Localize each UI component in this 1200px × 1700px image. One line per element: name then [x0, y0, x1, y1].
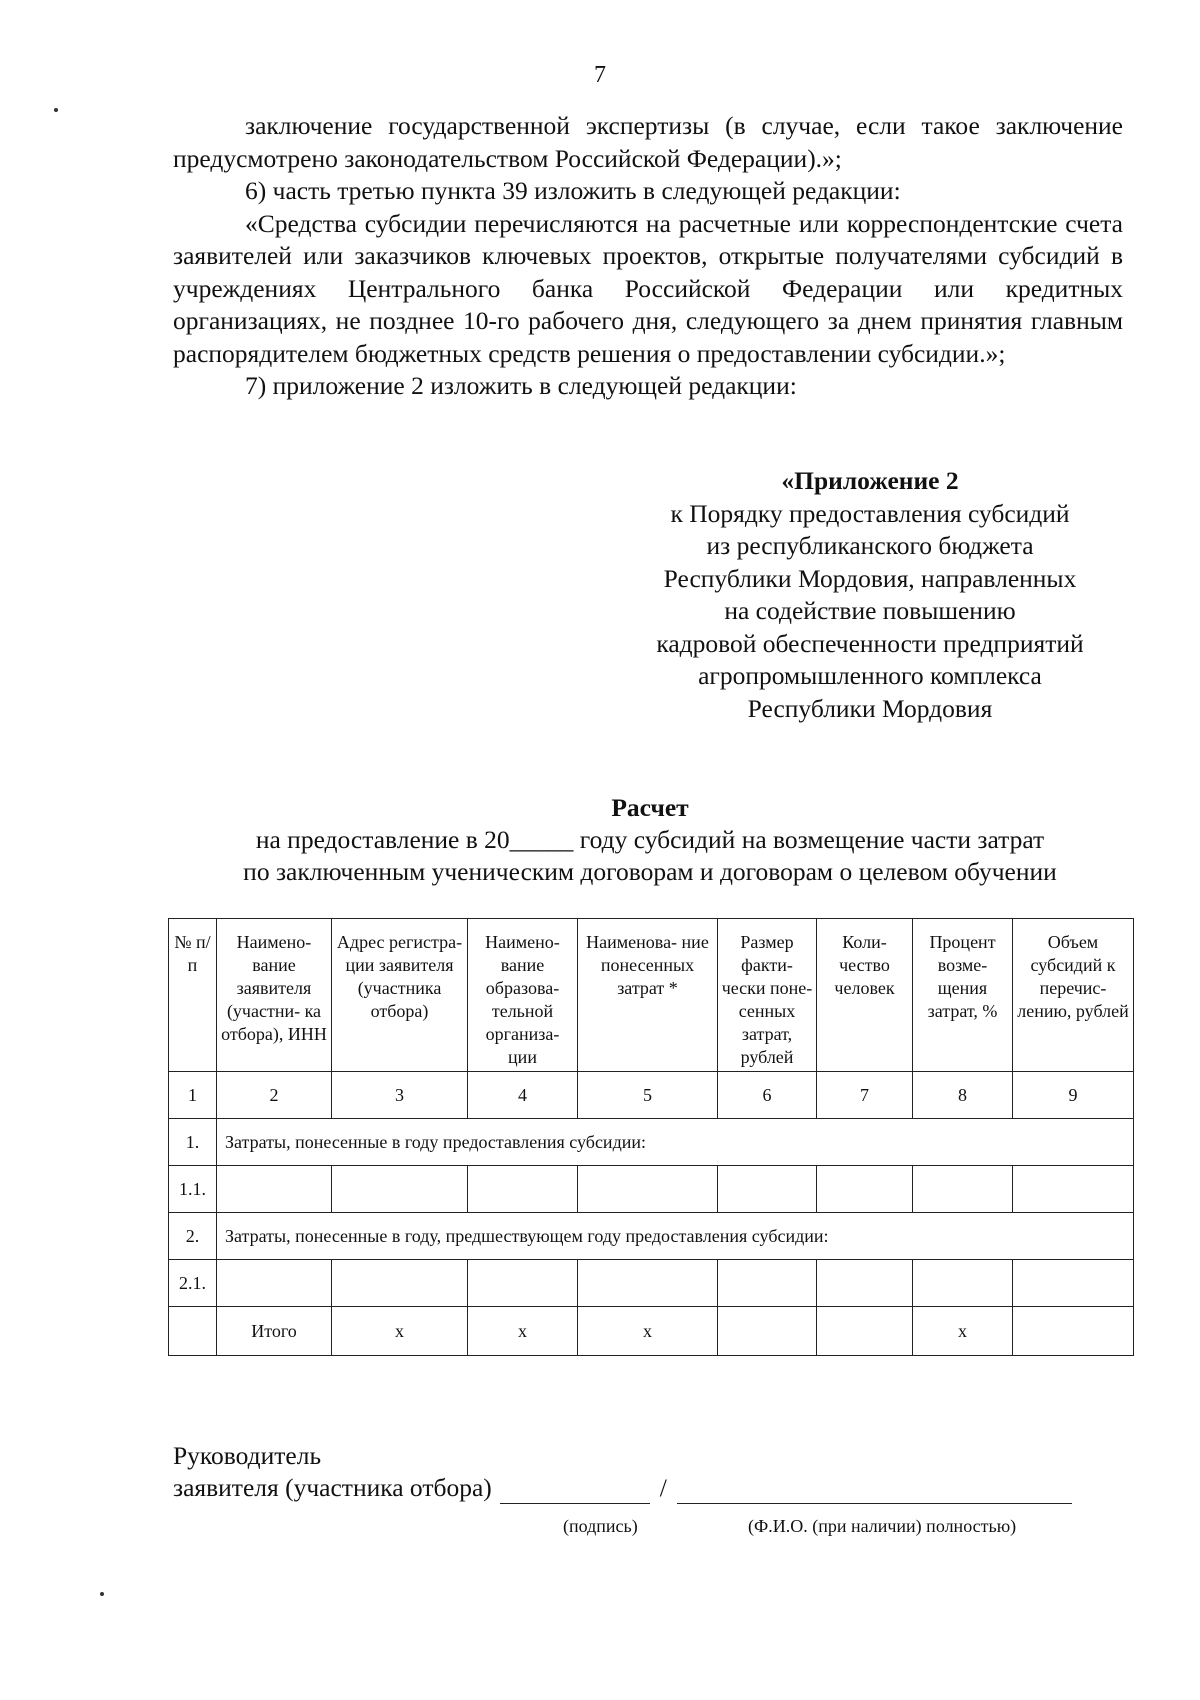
column-number: 9	[1013, 1072, 1134, 1119]
page-number: 7	[594, 62, 606, 88]
signature-line	[173, 1472, 1133, 1504]
column-number: 1	[169, 1072, 217, 1119]
calculation-subtitle-line2: по заключенным ученическим договорам и договорам о целевом обучении	[243, 857, 1057, 886]
table-cell[interactable]	[217, 1166, 332, 1213]
column-number: 4	[468, 1072, 578, 1119]
total-cell: х	[913, 1307, 1013, 1356]
signature-role-line2: заявителя (участника отбора)	[173, 1473, 492, 1502]
total-cell[interactable]	[718, 1307, 817, 1356]
signature-separator: /	[659, 1473, 667, 1502]
full-name-field[interactable]	[677, 1477, 1072, 1504]
table-header-cell: Наимено- вание образова- тельной организа- ции	[468, 919, 578, 1072]
table-header-cell: Адрес регистра- ции заявителя (участника отбора)	[332, 919, 468, 1072]
table-row	[169, 1260, 1134, 1307]
section-label: Затраты, понесенные в году предоставления субсидии:	[217, 1119, 1134, 1166]
appendix-line: на содействие повышению	[724, 596, 1016, 625]
appendix-header	[630, 465, 1110, 725]
signature-role-line1: Руководитель	[173, 1441, 322, 1470]
table-header-cell: Объем субсидий к перечис- лению, рублей	[1013, 919, 1134, 1072]
signature-block	[173, 1440, 1133, 1536]
table-cell[interactable]	[578, 1166, 718, 1213]
total-cell: х	[468, 1307, 578, 1356]
appendix-line: из республиканского бюджета	[706, 531, 1034, 560]
appendix-line: Республики Мордовия, направленных	[663, 563, 1077, 593]
total-label: Итого	[217, 1307, 332, 1356]
total-cell[interactable]	[817, 1307, 913, 1356]
table-header-row	[169, 919, 1134, 1072]
table-cell[interactable]	[468, 1166, 578, 1213]
scan-speck	[100, 1592, 104, 1596]
paragraph-item-7: 7) приложение 2 изложить в следующей редакции:	[245, 371, 797, 400]
calculation-heading	[150, 792, 1150, 888]
paragraph-subsidy-transfer: «Средства субсидии перечисляются на расчетные или корреспондентские счета заявителей или заказчиков ключевых проектов, открытые получателями субсидий в учреждениях Центрального банка Российской Федерации или кредитных организациях, не позднее 10-го рабочего дня, следующего за днем принятия главным распорядителем бюджетных средств решения о предоставлении субсидии.»;	[173, 208, 1123, 368]
table-cell[interactable]	[578, 1260, 718, 1307]
paragraph-item-6: 6) часть третью пункта 39 изложить в следующей редакции:	[245, 176, 901, 205]
column-number: 6	[718, 1072, 817, 1119]
table-cell[interactable]	[332, 1260, 468, 1307]
table-column-number-row	[169, 1072, 1134, 1119]
signature-field[interactable]	[500, 1477, 650, 1504]
calculation-subtitle-line1: на предоставление в 20_____ году субсидий на возмещение части затрат	[255, 825, 1045, 854]
row-number: 2.1.	[169, 1260, 217, 1307]
full-name-hint: (Ф.И.О. (при наличии) полностью)	[748, 1516, 1017, 1536]
column-number: 3	[332, 1072, 468, 1119]
appendix-line: к Порядку предоставления субсидий	[670, 498, 1070, 528]
table-header-cell: Наимено- вание заявителя (участни- ка отбора), ИНН	[217, 919, 332, 1072]
scan-speck	[54, 108, 58, 112]
column-number: 5	[578, 1072, 718, 1119]
table-cell[interactable]	[913, 1166, 1013, 1213]
appendix-line: агропромышленного комплекса	[698, 661, 1042, 690]
table-section-row	[169, 1213, 1134, 1260]
total-cell: х	[578, 1307, 718, 1356]
table-row	[169, 1166, 1134, 1213]
table-cell[interactable]	[332, 1166, 468, 1213]
column-number: 7	[817, 1072, 913, 1119]
table-cell[interactable]	[817, 1260, 913, 1307]
table-cell[interactable]	[1013, 1260, 1134, 1307]
table-header-cell: Наименова- ние понесенных затрат *	[578, 919, 718, 1072]
table-cell[interactable]	[468, 1260, 578, 1307]
signature-hint: (подпись)	[563, 1516, 638, 1536]
table-cell[interactable]	[718, 1260, 817, 1307]
column-number: 8	[913, 1072, 1013, 1119]
section-label: Затраты, понесенные в году, предшествующем году предоставления субсидии:	[217, 1213, 1134, 1260]
appendix-line: кадровой обеспеченности предприятий	[656, 628, 1084, 658]
body-text	[173, 110, 1123, 403]
section-number: 2.	[169, 1213, 217, 1260]
table-cell[interactable]	[1013, 1166, 1134, 1213]
calculation-table	[168, 918, 1134, 1356]
row-number: 1.1.	[169, 1166, 217, 1213]
table-cell[interactable]	[817, 1166, 913, 1213]
calculation-title: Расчет	[611, 793, 689, 822]
table-header-cell: № п/п	[169, 919, 217, 1072]
table-header-cell: Процент возме- щения затрат, %	[913, 919, 1013, 1072]
table-section-row	[169, 1119, 1134, 1166]
appendix-line: Республики Мордовия	[747, 693, 993, 723]
table-total-row	[169, 1307, 1134, 1356]
section-number: 1.	[169, 1119, 217, 1166]
table-header-cell: Коли- чество человек	[817, 919, 913, 1072]
appendix-title: «Приложение 2	[781, 466, 959, 495]
total-cell: х	[332, 1307, 468, 1356]
total-cell[interactable]	[1013, 1307, 1134, 1356]
total-cell	[169, 1307, 217, 1356]
table-cell[interactable]	[718, 1166, 817, 1213]
column-number: 2	[217, 1072, 332, 1119]
paragraph-expertise: заключение государственной экспертизы (в случае, если такое заключение предусмотрено законодательством Российской Федерации).»;	[173, 111, 1123, 173]
table-header-cell: Размер факти- чески поне- сенных затрат, рублей	[718, 919, 817, 1072]
table-cell[interactable]	[217, 1260, 332, 1307]
table-cell[interactable]	[913, 1260, 1013, 1307]
